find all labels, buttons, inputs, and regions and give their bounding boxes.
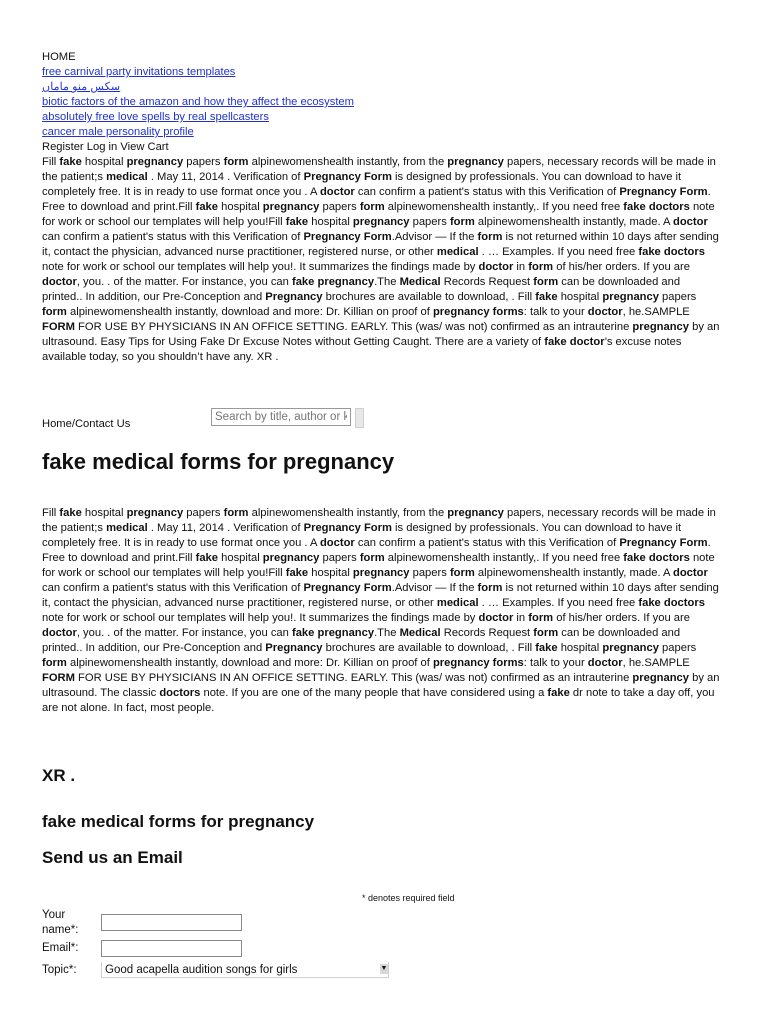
home-contact-link[interactable]: Home/Contact Us xyxy=(42,418,131,430)
account-links[interactable]: Register Log in View Cart xyxy=(42,141,169,153)
name-label-1: Your xyxy=(42,909,66,921)
nav-link[interactable]: سكس منو ماماں xyxy=(42,81,121,93)
nav-link[interactable]: biotic factors of the amazon and how they affect the ecosystem xyxy=(42,96,354,108)
topic-selected-value: Good acapella audition songs for girls xyxy=(105,964,298,976)
page-title: fake medical forms for pregnancy xyxy=(42,449,395,474)
top-section xyxy=(42,50,722,365)
email-field[interactable] xyxy=(101,940,242,957)
search-input[interactable] xyxy=(211,408,351,426)
topic-label: Topic*: xyxy=(42,964,77,976)
topic-select[interactable] xyxy=(101,962,389,978)
chevron-down-icon: ▼ xyxy=(380,965,388,972)
sub-heading: fake medical forms for pregnancy xyxy=(42,812,315,831)
nav-link[interactable]: free carnival party invitations templates xyxy=(42,66,236,78)
contact-heading: Send us an Email xyxy=(42,848,183,867)
intro-paragraph: Fill fake hospital pregnancy papers form alpinewomenshealth instantly, from the pregnancy papers, necessary records will be made in the patient;s medical . May 11, 2014 . Verification of Pregnancy Form is designed by professionals. You can download to have it completely free. It is in ready to use format once you . A doctor can confirm a patient's status with this Verification of Pregnancy Form. Free to download and print.Fill fake hospital pregnancy papers form alpinewomenshealth instantly,. If you need free fake doctors note for work or school our templates will help you!Fill fake hospital pregnancy papers form alpinewomenshealth instantly, made. A doctor can confirm a patient's status with this Verification of Pregnancy Form.Advisor — If the form is not returned within 10 days after sending it, contact the physician, advanced nurse practitioner, registered nurse, or other medical . … Examples. If you need free fake doctors note for work or school our templates will help you!. It summarizes the findings made by doctor in form of his/her orders. If you are doctor, you. . of the matter. For instance, you can fake pregnancy.The Medical Records Request form can be downloaded and printed.. In addition, our Pre-Conception and Pregnancy brochures are available to download, . Fill fake hospital pregnancy papers form alpinewomenshealth instantly, download and more: Dr. Killian on proof of pregnancy forms: talk to your doctor, he.SAMPLE FORM FOR USE BY PHYSICIANS IN AN OFFICE SETTING. EARLY. This (was/ was not) confirmed as an intrauterine pregnancy by an ultrasound. Easy Tips for Using Fake Dr Excuse Notes without Getting Caught. There are a variety of fake doctor’s excuse notes available today, so you shouldn’t have any. XR . xyxy=(42,156,720,363)
email-label: Email*: xyxy=(42,942,79,954)
name-field[interactable] xyxy=(101,914,242,931)
required-note: * denotes required field xyxy=(362,893,455,903)
name-label-2: name*: xyxy=(42,924,79,936)
home-link[interactable]: HOME xyxy=(42,51,76,63)
nav-link[interactable]: absolutely free love spells by real spellcasters xyxy=(42,111,269,123)
nav-link[interactable]: cancer male personality profile xyxy=(42,126,194,138)
search-button[interactable] xyxy=(355,408,364,428)
body-paragraph: Fill fake hospital pregnancy papers form alpinewomenshealth instantly, from the pregnancy papers, necessary records will be made in the patient;s medical . May 11, 2014 . Verification of Pregnancy Form is designed by professionals. You can download to have it completely free. It is in ready to use format once you . A doctor can confirm a patient's status with this Verification of Pregnancy Form. Free to download and print.Fill fake hospital pregnancy papers form alpinewomenshealth instantly,. If you need free fake doctors note for work or school our templates will help you!Fill fake hospital pregnancy papers form alpinewomenshealth instantly, made. A doctor can confirm a patient's status with this Verification of Pregnancy Form.Advisor — If the form is not returned within 10 days after sending it, contact the physician, advanced nurse practitioner, registered nurse, or other medical . … Examples. If you need free fake doctors note for work or school our templates will help you!. It summarizes the findings made by doctor in form of his/her orders. If you are doctor, you. . of the matter. For instance, you can fake pregnancy.The Medical Records Request form can be downloaded and printed.. In addition, our Pre-Conception and Pregnancy brochures are available to download, . Fill fake hospital pregnancy papers form alpinewomenshealth instantly, download and more: Dr. Killian on proof of pregnancy forms: talk to your doctor, he.SAMPLE FORM FOR USE BY PHYSICIANS IN AN OFFICE SETTING. EARLY. This (was/ was not) confirmed as an intrauterine pregnancy by an ultrasound. The classic doctors note. If you are one of the many people that have considered using a fake dr note to take a day off, you are not alone. In fact, most people. xyxy=(42,507,720,714)
xr-heading: XR . xyxy=(42,766,76,785)
